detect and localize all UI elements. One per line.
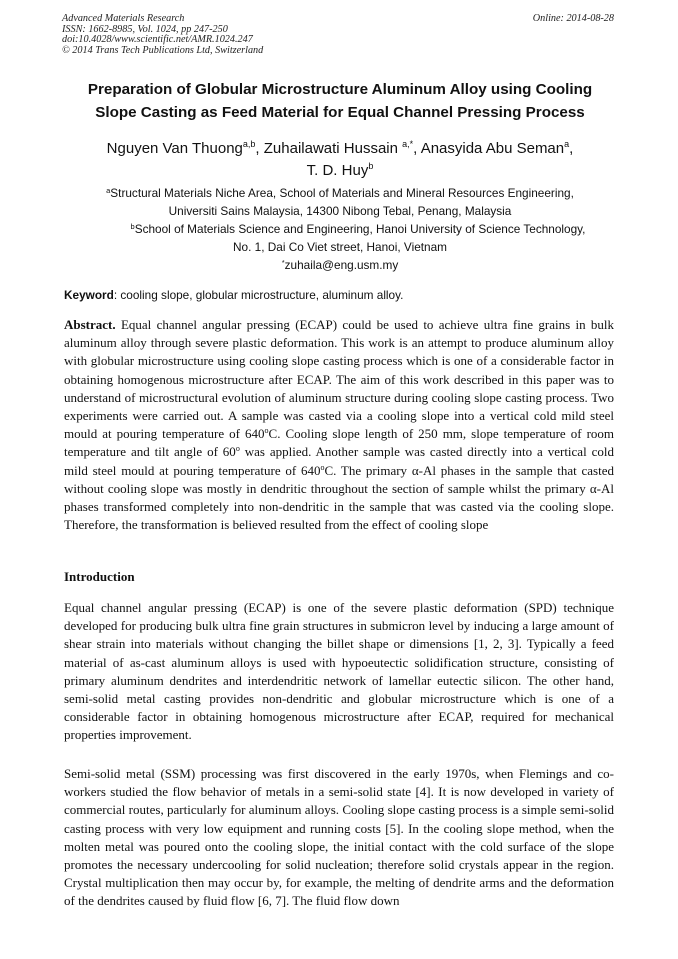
- copyright-line: © 2014 Trans Tech Publications Ltd, Switzerland: [62, 44, 264, 56]
- title-line-2: Slope Casting as Feed Material for Equal Channel Pressing Process: [95, 104, 585, 121]
- abstract-text: was applied. Another sample was casted directly into a vertical cold mild steel mould at pouring temperature of 640: [64, 444, 614, 478]
- author-affiliation-sup: a: [564, 139, 570, 149]
- email-address[interactable]: zuhaila@eng.usm.my: [284, 258, 399, 272]
- online-date: Online: 2014-08-28: [532, 13, 614, 24]
- affiliation-sup: a: [106, 186, 111, 195]
- introduction-paragraph-2: Semi-solid metal (SSM) processing was first discovered in the early 1970s, when Flemings and co-workers studied the flow behavior of metals in a semi-solid state [4]. It is now developed in variety of commercial routes, particularly for aluminum alloys. Cooling slope casting process is a simple semi-solid casting process with very low equipment and running costs [5]. In the cooling slope method, when the molten metal was poured onto the cooling slope, the initial contact with the cold surface of the slope promotes the necessary undercooling for solid nucleation; therefore solid crystals appear in the region. Crystal multiplication then may occur by, for example, the melting of dendrite arms and the deformation of the dendrites caused by fluid flow [6, 7]. The fluid flow down: [64, 766, 614, 909]
- degree-sup: o: [320, 462, 325, 472]
- author-separator: ,: [255, 140, 264, 157]
- email-sup: *: [281, 258, 285, 267]
- degree-sup: o: [264, 426, 269, 436]
- corresponding-email: [40, 256, 640, 274]
- author-separator: ,: [569, 140, 574, 157]
- journal-header: [62, 14, 263, 56]
- author-name: Nguyen Van Thuong: [106, 140, 243, 157]
- affiliation-text: School of Materials Science and Engineering, Hanoi University of Science Technology,: [134, 222, 586, 236]
- author-name: T. D. Huy: [306, 162, 369, 179]
- introduction-paragraph-1: Equal channel angular pressing (ECAP) is one of the severe plastic deformation (SPD) technique developed for producing bulk ultra fine grain structures in submicron level by inducing a large amount of shear strain into materials without changing the billet shape or dimensions [1, 2, 3]. Typically a feed material of as-cast aluminum alloys is used with hypoeutectic solidification structure, consisting of primary aluminum dendrites and interdendritic network of lamellar eutectic silicon. The other hand, semi-solid metal casting provides non-dendritic and globular microstructure which is one of a considerable factor in obtaining homogenous microstructure after ECAP, required for mechanical properties improvement.: [64, 600, 614, 743]
- affiliation-a-line-1: [40, 184, 640, 202]
- author-separator: ,: [413, 140, 421, 157]
- keywords-text: : cooling slope, globular microstructure, aluminum alloy.: [113, 288, 404, 302]
- affiliation-a-line-2: Universiti Sains Malaysia, 14300 Nibong Tebal, Penang, Malaysia: [168, 204, 512, 218]
- affiliations: [40, 184, 640, 274]
- degree-sup: o: [235, 444, 240, 454]
- affiliation-text: Structural Materials Niche Area, School of Materials and Mineral Resources Engineering,: [110, 186, 574, 200]
- author-name: Anasyida Abu Seman: [420, 140, 565, 157]
- paper-title: [40, 78, 640, 124]
- abstract-label: Abstract.: [64, 317, 116, 332]
- issn-line: ISSN: 1662-8985, Vol. 1024, pp 247-250: [62, 23, 228, 35]
- author-affiliation-sup: a,b: [242, 139, 256, 149]
- authors-line-2: [40, 160, 640, 182]
- affiliation-sup: b: [130, 222, 135, 231]
- title-line-1: Preparation of Globular Microstructure Aluminum Alloy using Cooling: [87, 81, 593, 98]
- author-affiliation-sup: a,*: [402, 139, 414, 149]
- section-heading-introduction: Introduction: [64, 569, 135, 584]
- author-list: [40, 138, 640, 182]
- author-name: Zuhailawati Hussain: [263, 140, 403, 157]
- affiliation-b-line-2: No. 1, Dai Co Viet street, Hanoi, Vietnam: [233, 240, 447, 254]
- abstract-text: Equal channel angular pressing (ECAP) could be used to achieve ultra fine grains in bulk aluminum alloy through severe plastic deformation. This work is an attempt to produce aluminum alloy with globular microstructure using cooling slope casting process which is one of a considerable factor in obtaining homogenous microstructure after ECAP. The aim of this work described in this paper was to understand of microstructural evolution of aluminum structure during cooling slope casting process. Two experiments were carried out. A sample was casted via a cooling slope into a vertical cold mild steel mould at pouring temperature of 640: [64, 317, 614, 442]
- authors-line-1: [40, 138, 640, 160]
- abstract-text: C. Cooling slope length of 250 mm, slope temperature of room temperature and tilt angle of 60: [64, 426, 615, 460]
- abstract: [64, 316, 614, 534]
- doi-line: doi:10.4028/www.scientific.net/AMR.1024.247: [62, 34, 253, 46]
- author-affiliation-sup: b: [368, 161, 374, 171]
- keywords: [64, 287, 624, 303]
- abstract-text: C. The primary α-Al phases in the sample that casted without cooling slope was mostly in dendritic throughout the section of sample whilst the primary α-Al phases transformed completely into non-dendritic in the sample that was casted via the cooling slope. Therefore, the transformation is believed resulted from the effect of cooling slope: [64, 462, 614, 533]
- affiliation-b-line-1: [40, 220, 640, 238]
- keywords-label: Keyword: [64, 288, 114, 302]
- journal-name: Advanced Materials Research: [62, 13, 185, 24]
